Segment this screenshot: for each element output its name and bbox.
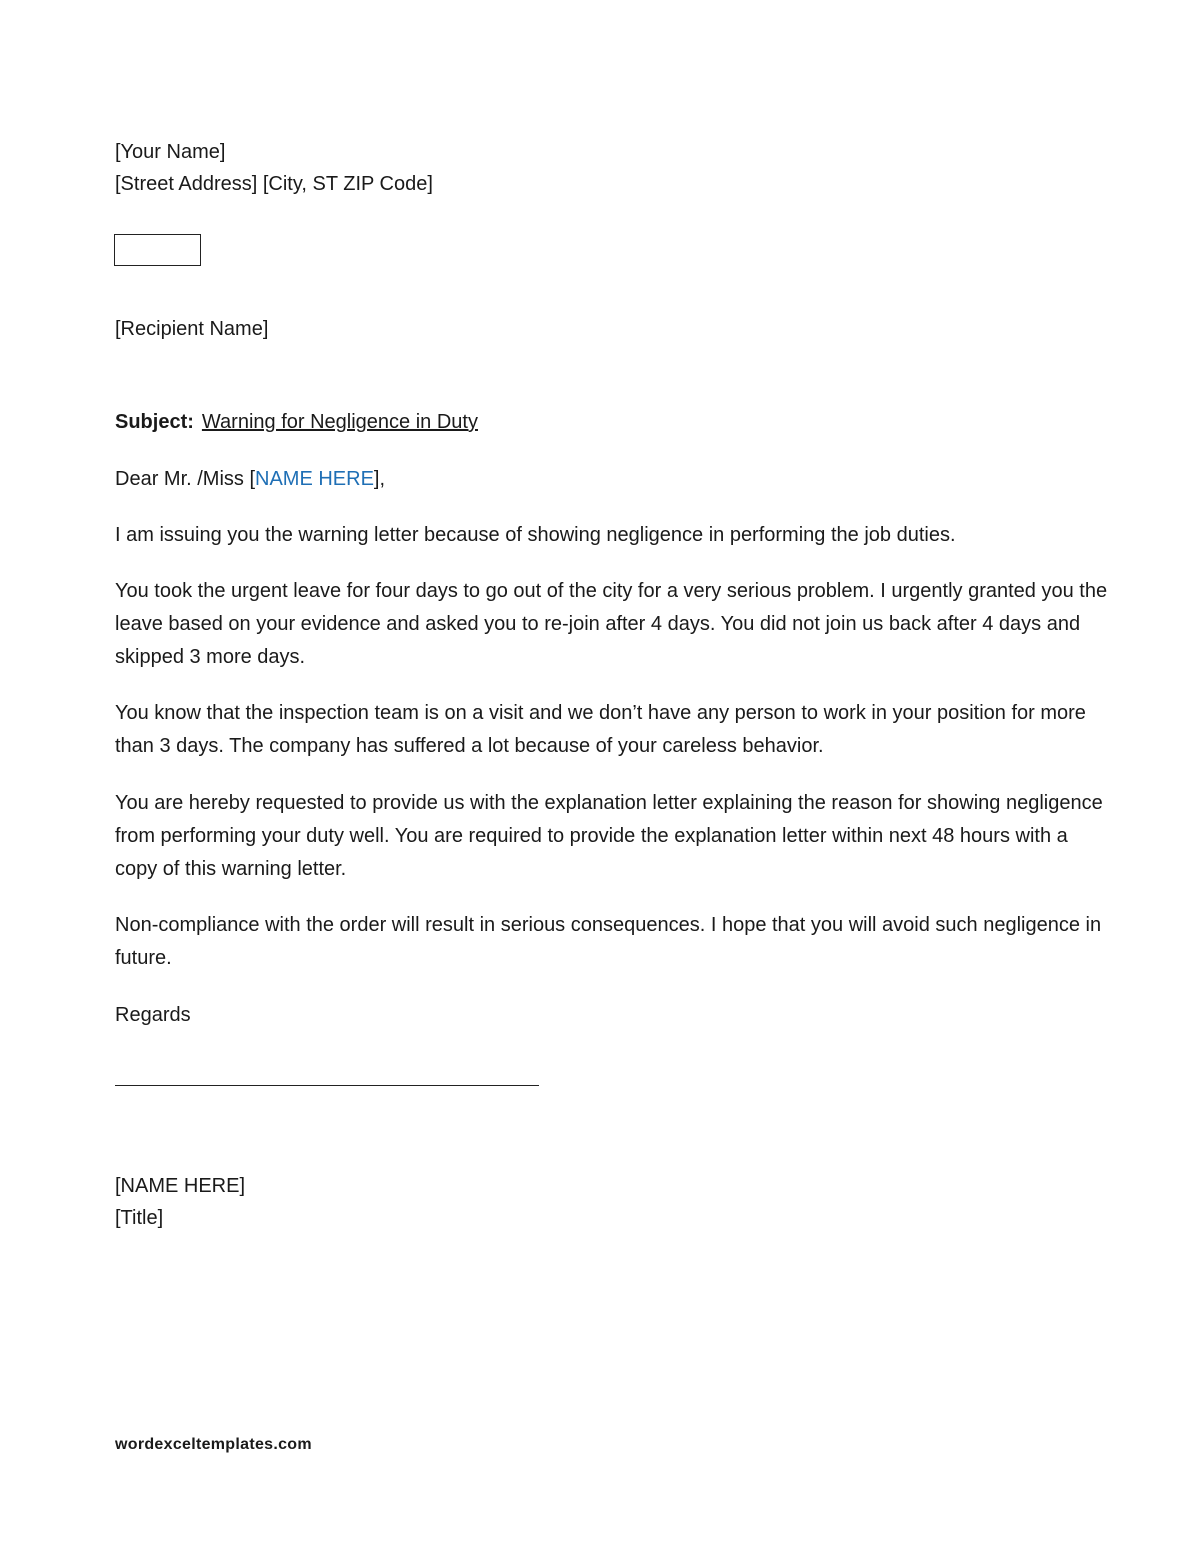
body-paragraph-4: You are hereby requested to provide us with the explanation letter explaining the reason for showing negligence from performing your duty well. You are required to provide the explanation letter within next 48 hours with a copy of this warning letter. [115, 792, 1103, 880]
recipient-name: [Recipient Name] [115, 318, 269, 340]
signer-name: [NAME HERE] [115, 1175, 246, 1197]
subject-text: Warning for Negligence in Duty [201, 411, 478, 433]
footer-website: wordexceltemplates.com [115, 1436, 312, 1453]
sender-name: [Your Name] [115, 141, 226, 163]
body-paragraph-2: You took the urgent leave for four days to go out of the city for a very serious problem. I urgently granted you the leave based on your evidence and asked you to re-join after 4 days. You did not join us back after 4 days and skipped 3 more days. [115, 580, 1108, 668]
signature-line [115, 1085, 539, 1086]
subject-line [115, 406, 478, 439]
body-paragraph-1: I am issuing you the warning letter because of showing negligence in performing the job duties. [115, 524, 956, 546]
body-paragraph-5: Non-compliance with the order will result in serious consequences. I hope that you will avoid such negligence in future. [115, 914, 1102, 969]
sender-address: [Street Address] [City, ST ZIP Code] [115, 173, 433, 195]
body-paragraph-3: You know that the inspection team is on a visit and we don’t have any person to work in your position for more than 3 days. The company has suffered a lot because of your careless behavior. [115, 702, 1086, 757]
signer-title: [Title] [115, 1207, 164, 1229]
salutation-name-placeholder: NAME HERE [255, 468, 374, 490]
salutation-suffix: ], [373, 468, 386, 490]
date-field-box[interactable] [114, 234, 201, 266]
closing: Regards [115, 1004, 191, 1026]
salutation [115, 463, 385, 496]
subject-label: Subject: [115, 411, 194, 433]
salutation-prefix: Dear Mr. /Miss [ [115, 468, 256, 490]
